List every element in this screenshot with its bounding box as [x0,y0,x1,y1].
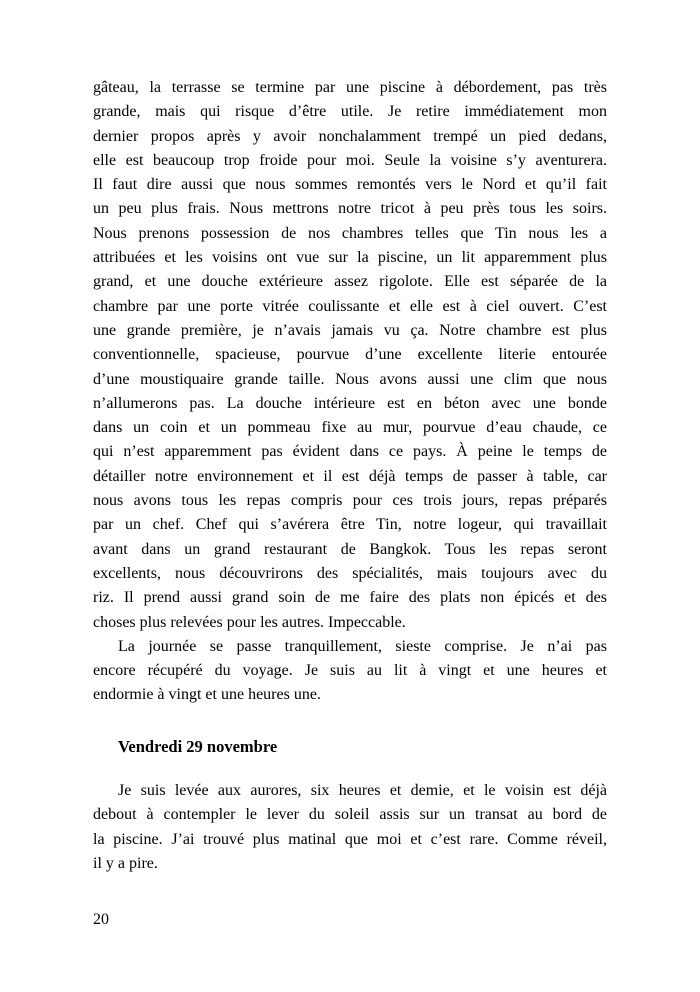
text-line: nous avons tous les repas compris pour ces trois jours, repas préparés [93,492,607,510]
text-line: il y a pire. [93,854,158,872]
text-line: dernier propos après y avoir nonchalamment trempé un pied dedans, [93,127,607,145]
text-line: debout à contempler le lever du soleil assis sur un transat au bord de [93,806,607,824]
text-line: la piscine. J’ai trouvé plus matinal que moi et c’est rare. Comme réveil, [93,830,607,848]
text-line: d’une moustiquaire grande taille. Nous avons aussi une clim que nous [93,370,607,388]
text-line: Il faut dire aussi que nous sommes remontés vers le Nord et qu’il fait [93,176,607,194]
text-line: La journée se passe tranquillement, sieste comprise. Je n’ai pas [118,637,607,655]
text-line: Nous prenons possession de nos chambres telles que Tin nous les a [93,224,607,242]
text-line: attribuées et les voisins ont vue sur la piscine, un lit apparemment plus [93,249,607,267]
text-line: endormie à vingt et une heures une. [93,686,321,704]
text-line: par un chef. Chef qui s’avérera être Tin, notre logeur, qui travaillait [93,516,607,534]
page-number: 20 [93,911,109,928]
text-line: grande, mais qui risque d’être utile. Je retire immédiatement mon [93,103,607,121]
text-line: avant dans un grand restaurant de Bangkok. Tous les repas seront [93,540,607,558]
section-heading: Vendredi 29 novembre [118,736,278,756]
text-line: gâteau, la terrasse se termine par une piscine à débordement, pas très [93,79,607,96]
text-line: encore récupéré du voyage. Je suis au lit à vingt et une heures et [93,662,607,680]
text-line: riz. Il prend aussi grand soin de me faire des plats non épicés et des [93,589,607,607]
paragraph-quiet-day [93,635,607,708]
text-line: qui n’est apparemment pas évident dans ce pays. À peine le temps de [93,443,607,461]
text-line: détailler notre environnement et il est déjà temps de passer à table, car [93,467,607,485]
text-line: grand, et une douche extérieure assez rigolote. Elle est séparée de la [93,273,607,291]
text-line: n’allumerons pas. La douche intérieure est en béton avec une bonde [93,394,607,412]
text-line: elle est beaucoup trop froide pour moi. Seule la voisine s’y aventurera. [93,151,607,169]
text-line: dans un coin et un pommeau fixe au mur, pourvue d’eau chaude, ce [93,419,607,437]
paragraph-arrival-continuation [93,76,607,635]
text-area [93,76,607,876]
text-line: excellents, nous découvrirons des spécialités, mais toujours avec du [93,564,607,582]
text-line: une grande première, je n’avais jamais vu ça. Notre chambre est plus [93,321,607,339]
text-line: choses plus relevées pour les autres. Impeccable. [93,613,406,631]
text-line: conventionnelle, spacieuse, pourvue d’une excellente literie entourée [93,346,607,364]
text-line: un peu plus frais. Nous mettrons notre tricot à peu près tous les soirs. [93,200,607,218]
paragraph-friday-morning [93,779,607,876]
text-line: chambre par une porte vitrée coulissante et elle est à ciel ouvert. C’est [93,297,607,315]
text-line: Je suis levée aux aurores, six heures et demie, et le voisin est déjà [118,782,607,800]
